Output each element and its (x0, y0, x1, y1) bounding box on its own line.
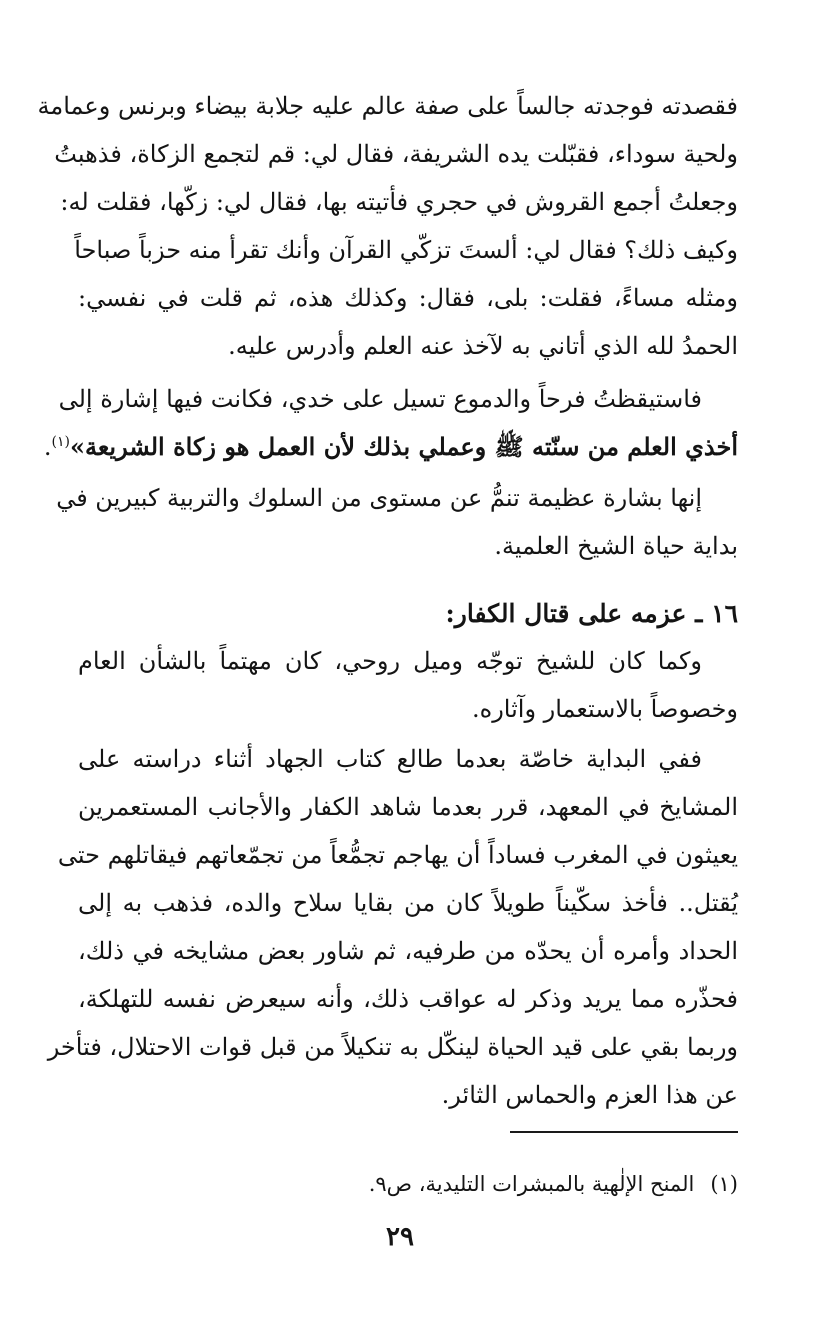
text-line: الحمدُ لله الذي أتاني به لآخذ عنه العلم وأدرس عليه. (228, 332, 738, 360)
text-line: فاستيقظتُ فرحاً والدموع تسيل على خدي، فكانت فيها إشارة إلى (58, 385, 702, 413)
footnote-divider (510, 1131, 738, 1133)
bold-quote-text: أخذي العلم من سنّته ﷺ وعملي بذلك لأن العمل هو زكاة الشريعة» (69, 432, 738, 461)
text-line: وخصوصاً بالاستعمار وآثاره. (471, 695, 738, 723)
text-line: بداية حياة الشيخ العلمية. (494, 532, 738, 560)
text-line: المشايخ في المعهد، قرر بعدما شاهد الكفار والأجانب المستعمرين (78, 793, 738, 821)
text-line: وجعلتُ أجمع القروش في حجري فأتيته بها، فقال لي: زكّها، فقلت له: (60, 188, 738, 216)
text-line: ومثله مساءً، فقلت: بلى، فقال: وكذلك هذه، ثم قلت في نفسي: (78, 284, 738, 312)
paragraph-awakening (43, 375, 738, 471)
text-line: ففي البداية خاصّة بعدما طالع كتاب الجهاد أثناء دراسته على (78, 745, 702, 773)
text-line: فقصدته فوجدته جالساً على صفة عالم عليه جلابة بيضاء وبرنس وعمامة (37, 92, 738, 120)
text-line: فحذّره مما يريد وذكر له عواقب ذلك، وأنه سيعرض نفسه للتهلكة، (78, 985, 738, 1013)
text-line: ولحية سوداء، فقبّلت يده الشريفة، فقال لي: قم لتجمع الزكاة، فذهبتُ (54, 140, 738, 168)
paragraph-resolve-to-fight (47, 735, 738, 1119)
footnote (78, 1168, 738, 1200)
text-line: وكما كان للشيخ توجّه وميل روحي، كان مهتماً بالشأن العام (78, 647, 702, 675)
paragraph-dream-narration (37, 82, 738, 370)
text-line: وربما بقي على قيد الحياة لينكّل به تنكيلاً من قبل قوات الاحتلال، فتأخر (47, 1033, 738, 1061)
page-number: ٢٩ (386, 1222, 414, 1252)
text-line: وكيف ذلك؟ فقال لي: ألستَ تزكّي القرآن وأنك تقرأ منه حزباً صباحاً (74, 236, 738, 264)
footnote-marker: (١) (710, 1172, 738, 1196)
paragraph-public-affairs (78, 637, 738, 733)
text-line: الحداد وأمره أن يحدّه من طرفيه، ثم شاور بعض مشايخه في ذلك، (78, 937, 738, 965)
text-line: إنها بشارة عظيمة تنمُّ عن مستوى من السلوك والتربية كبيرين في (56, 484, 702, 512)
text-line (43, 423, 738, 471)
sentence-end: . (43, 433, 52, 461)
text-line: عن هذا العزم والحماس الثائر. (441, 1081, 738, 1109)
footnote-text: المنح الإلٰهية بالمبشرات التليدية، ص٩. (368, 1172, 695, 1196)
text-line: يُقتل.. فأخذ سكّيناً طويلاً كان من بقايا سلاح والده، فذهب به إلى (78, 889, 738, 917)
footnote-reference: (١) (51, 434, 70, 450)
paragraph-good-tidings (56, 474, 738, 570)
text-line: يعيثون في المغرب فساداً أن يهاجم تجمُّعاً من تجمّعاتهم فيقاتلهم حتى (57, 841, 738, 869)
section-heading: ١٦ ـ عزمه على قتال الكفار: (445, 599, 738, 628)
